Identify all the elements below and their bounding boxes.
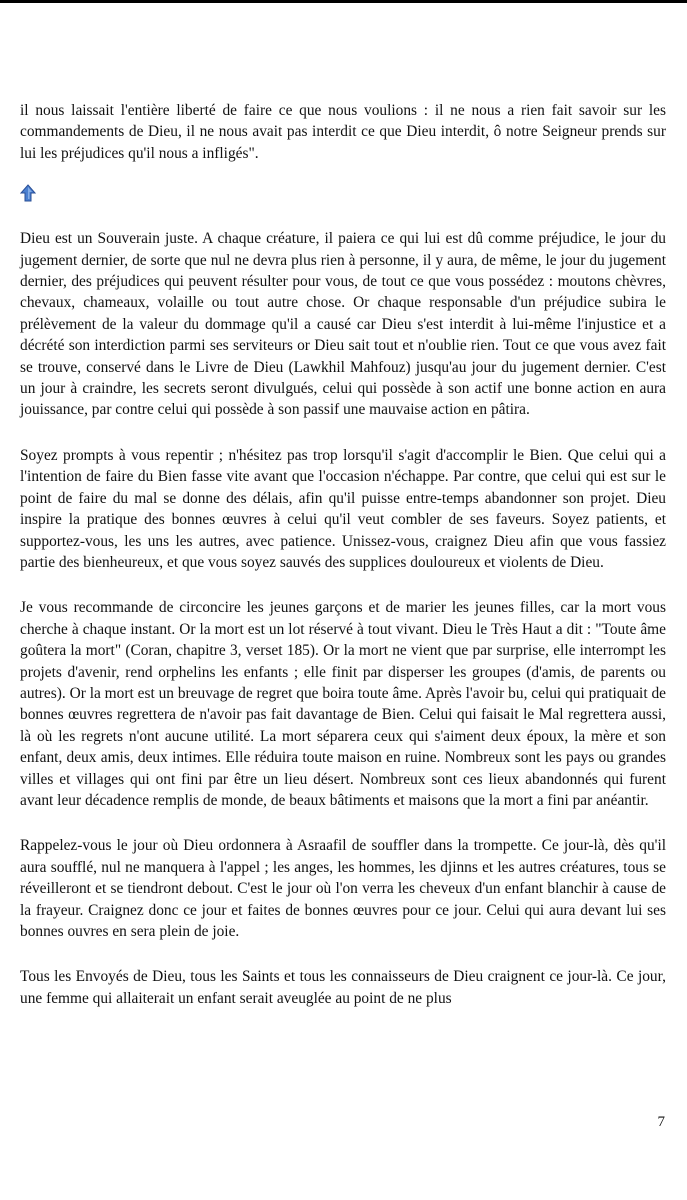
- paragraph-5: Rappelez-vous le jour où Dieu ordonnera à Asraafil de souffler dans la trompette. Ce jour-là, dès qu'il aura soufflé, nul ne manquera à l'appel ; les anges, les hommes, les djinns et les autres créatures, tous se réveilleront et se tiendront debout. C'est le jour où l'on verra les cheveux d'un enfant blanchir à cause de la frayeur. Craignez donc ce jour et faites de bonnes œuvres pour ce jour. Celui qui aura devant lui ses bonnes ouvres en sera plein de joie.: [20, 837, 666, 940]
- paragraph-3: Soyez prompts à vous repentir ; n'hésitez pas trop lorsqu'il s'agit d'accomplir le Bien. Que celui qui a l'intention de faire du Bien fasse vite avant que l'occasion n'échappe. Par contre, que celui qui est sur le point de faire du mal se donne des délais, afin qu'il puisse entre-temps abandonner son projet. Dieu inspire la pratique des bonnes œuvres à celui qu'il veut combler de ses faveurs. Soyez patients, et supportez-vous, les uns les autres, avec patience. Unissez-vous, craignez Dieu afin que vous fassiez partie des bienheureux, et que vous soyez sauvés des supplices douloureux et violents de Dieu.: [20, 446, 666, 571]
- paragraph-2: Dieu est un Souverain juste. A chaque créature, il paiera ce qui lui est dû comme préjudice, le jour du jugement dernier, de sorte que nul ne devra plus rien à personne, il y aura, de même, le jour du jugement dernier, des préjudices qui peuvent résulter pour vous, de tout ce que vous possédez : moutons chèvres, chevaux, chameaux, volaille ou tout autre chose. Or chaque responsable d'un préjudice subira le prélèvement de la valeur du dommage qu'il a causé car Dieu s'est interdit à lui-même l'injustice et a décrété son interdiction parmi ses serviteurs or Dieu sait tout et n'oublie rien. Tout ce que vous avez fait se trouve, conservé dans le Livre de Dieu (Lawkhil Mahfouz) jusqu'au jour du jugement dernier. C'est un jour à craindre, les secrets seront divulgués, celui qui possède à son actif une bonne action en aura jouissance, par contre celui qui possède à son passif une mauvaise action en pâtira.: [20, 230, 666, 419]
- paragraph-4: Je vous recommande de circoncire les jeunes garçons et de marier les jeunes filles, car la mort vous cherche à chaque instant. Or la mort est un lot réservé à tout vivant. Dieu le Très Haut a dit : "Toute âme goûtera la mort" (Coran, chapitre 3, verset 185). Or la mort ne vient que par surprise, elle interrompt les projets d'avenir, rend orphelins les enfants ; elle finit par disperser les groupes (d'amis, de parents ou autres). Or la mort est un breuvage de regret que boira toute âme. Après l'avoir bu, celui qui pratiquait de bonnes œuvres regrettera de n'avoir pas fait davantage de Bien. Celui qui faisait le Mal regrettera aussi, là où les regrets n'ont aucune utilité. La mort séparera ceux qui s'aiment deux époux, la mère et son enfant, deux amis, deux intimes. Elle réduira toute maison en ruine. Nombreux sont les pays ou grandes villes et villages qui ont fini par être un lieu désert. Nombreux sont ces lieux abandonnés qui furent avant leur décadence remplis de monde, de beaux bâtiments et maisons que la mort a fini par anéantir.: [20, 599, 666, 809]
- paragraph-6: Tous les Envoyés de Dieu, tous les Saints et tous les connaisseurs de Dieu craignent ce jour-là. Ce jour, une femme qui allaiterait un enfant serait aveuglée au point de ne plus: [20, 968, 666, 1007]
- back-to-top-link[interactable]: [20, 184, 666, 206]
- top-rule: [0, 0, 687, 3]
- paragraph-1: il nous laissait l'entière liberté de faire ce que nous voulions : il ne nous a rien fait savoir sur les commandements de Dieu, il ne nous avait pas interdit ce que Dieu interdit, ô notre Seigneur prends sur lui les préjudices qu'il nous a infligés".: [20, 102, 666, 162]
- page-number: 7: [657, 1114, 665, 1130]
- page-content: [20, 100, 666, 1033]
- up-arrow-icon[interactable]: [20, 184, 36, 202]
